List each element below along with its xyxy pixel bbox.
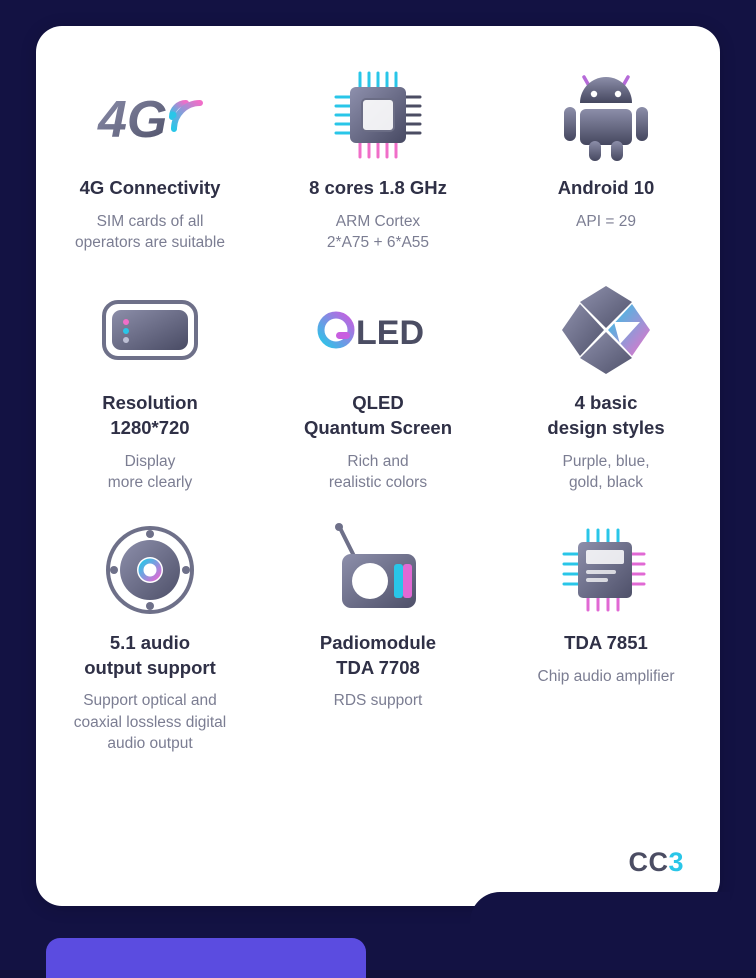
feature-cell-resolution: [36, 275, 264, 493]
feature-title: Resolution 1280*720: [102, 392, 198, 438]
feature-cell-design-styles: [492, 275, 720, 493]
radio-icon: [328, 515, 428, 625]
feature-grid: [36, 60, 720, 755]
feature-title: 4 basic design styles: [547, 392, 665, 438]
cpu-chip-icon: [328, 60, 428, 170]
brand-logo-cc: CC: [628, 847, 669, 877]
feature-subtitle: Support optical and coaxial lossless digital audio output: [73, 692, 227, 753]
spec-card: [36, 26, 720, 906]
feature-cell-audio-output: [36, 515, 264, 754]
feature-title: Padiomodule TDA 7708: [319, 632, 437, 678]
feature-title: Android 10: [557, 177, 655, 198]
feature-subtitle: RDS support: [333, 692, 423, 710]
feature-cell-amplifier: [492, 515, 720, 754]
feature-subtitle: ARM Cortex 2*A75 + 6*A55: [326, 212, 430, 251]
bottom-purple-panel: [46, 938, 366, 978]
svg-text:4G: 4G: [98, 91, 168, 149]
feature-subtitle: Display more clearly: [107, 452, 193, 491]
feature-subtitle: Chip audio amplifier: [537, 667, 675, 685]
feature-subtitle: API = 29: [576, 212, 636, 230]
svg-text:LED: LED: [356, 314, 424, 353]
feature-title: 4G Connectivity: [79, 177, 221, 198]
card-corner-notch: [470, 892, 730, 942]
screen-resolution-icon: [98, 275, 202, 385]
brand-logo: [628, 847, 684, 878]
android-robot-icon: [556, 60, 656, 170]
feature-title: TDA 7851: [564, 632, 648, 654]
feature-subtitle: SIM cards of all operators are suitable: [75, 212, 225, 251]
4g-signal-icon: [96, 60, 204, 170]
feature-cell-qled: [264, 275, 492, 493]
feature-cell-android: [492, 60, 720, 253]
feature-cell-cpu: [264, 60, 492, 253]
feature-title: 8 cores 1.8 GHz: [309, 177, 447, 198]
feature-title: 5.1 audio output support: [84, 632, 216, 678]
feature-cell-radio-module: [264, 515, 492, 754]
feature-subtitle: Rich and realistic colors: [328, 452, 428, 491]
speaker-icon: [102, 515, 198, 625]
feature-cell-4g-connectivity: [36, 60, 264, 253]
brand-logo-three: 3: [668, 847, 684, 877]
qled-logo-icon: [312, 275, 444, 385]
amplifier-chip-icon: [560, 515, 652, 625]
design-styles-icon: [558, 275, 654, 385]
feature-subtitle: Purple, blue, gold, black: [562, 452, 650, 491]
feature-title: QLED Quantum Screen: [303, 392, 453, 438]
